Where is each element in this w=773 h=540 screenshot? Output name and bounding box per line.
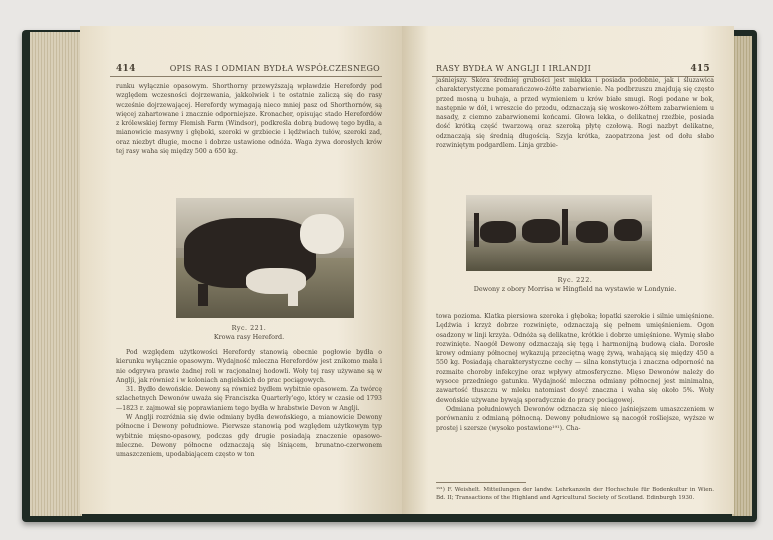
- figure-number: Ryc. 221.: [231, 324, 267, 332]
- figure-description: Krowa rasy Hereford.: [213, 333, 285, 341]
- paragraph: runku wyłącznie opasowym. Shorthorny przewyższają wpławdzie Herefordy pod względem wczesności dojrzewania, jakkolwiek i te ostatnie zaliczą się do rasy wcześnie dojrzewającej. Herefordy wymagają nieco mniej pasz od Shorthornów, są więcej zahartowane i znacznie odporniejsze. Kronacher, opisując stado Herefordów z królewskiej fermy Flemish Farm (Windsor), podkreśla dobrą budowę tego bydła, a mianowicie masywny i głęboki, szeroki w grzbiecie i lędźwiach tułów, szeroki zad, oraz niezbyt długie, mocne i dobrze ustawione odnóża. Waga żywa dorosłych krów tej rasy waha się między 500 a 650 kg.: [116, 83, 382, 156]
- running-head: OPIS RAS I ODMIAN BYDŁA WSPÓŁCZESNEGO: [169, 64, 380, 73]
- hereford-cow-photo: [176, 198, 354, 318]
- figure-description: Dewony z obory Morrisa w Hingfield na wystawie w Londynie.: [473, 285, 677, 293]
- paragraph: W Anglji rozróżnia się dwie odmiany bydła dewońskiego, a mianowicie Dewony północne i Dewony południowe. Pierwsze stanowią pod względem użytkowym typ wybitnie mięsno-opasowy, podczas gdy drugie posiadają znaczenie opasowo-mleczne. Dewony północne odznaczają się lśniącem, brunatno-czerwonem umaszczeniem, upodabiającem często w ton: [116, 414, 382, 459]
- figure-number: Ryc. 222.: [557, 276, 593, 284]
- body-text-bottom: [436, 312, 714, 433]
- page-number: 414: [116, 64, 136, 74]
- header-rule: [110, 76, 382, 77]
- paragraph: Odmiana południowych Dewonów odznacza się nieco jaśniejszem umaszczeniem w porównaniu z odmianą północną. Dewony południowe są nacogół rośliejsze, wyższe w prostej i szersze (wysoko postawione¹⁹¹). Cha-: [436, 405, 714, 432]
- left-running-header: [80, 64, 402, 74]
- body-text-top: [436, 76, 714, 150]
- paragraph: Pod względem użytkowości Herefordy stanowią obecnie pogłowie bydła o kierunku wyłącznie opasowym. Wydajność mleczna Herefordów jest znikomo mała i nie odgrywa prawie żadnej roli w racjonalnej hodowli. Woły tej rasy używane są w Anglji, jak również i w koloniach angielskich do prac pociągowych.: [116, 349, 382, 384]
- page-edges-left: [30, 32, 82, 516]
- page-edges-right: [732, 36, 752, 516]
- paragraph: 31. Bydło dewońskie. Dewony są również bydłem wybitnie opasowem. Za twórcę szlachetnych Dewonów uważa się Franciszka Quarterly'ego, który w czasie od 1793—1823 r. zajmował się poprawianiem tego bydła w hrabstwie Devon w Anglji.: [116, 386, 382, 412]
- devon-cattle-photo: [466, 195, 652, 271]
- page-number: 415: [690, 64, 710, 74]
- left-page: [80, 26, 402, 514]
- figure-caption: [436, 276, 714, 294]
- right-running-header: [402, 64, 734, 74]
- footnote-rule: [436, 482, 526, 483]
- right-page: [402, 26, 734, 514]
- figure-caption: [116, 324, 382, 342]
- body-text-bottom: [116, 348, 382, 460]
- paragraph: jaśniejszy. Skóra średniej grubości jest miękka i posiada podobnie, jak i śluzawica charakterystyczne pomarańczowo-żółte zabarwienie. Na podbrzuszu znajdują się często przed mosną u buhaja, a przed wymieniem u krów białe smugi. Rogi podane w bok, następnie w dół, i wreszcie do przodu, odznaczają się woskowo-żółtem zabarwieniem u nasady, z ciemno zabarwionemi końcami. Głowa lekka, o delikatnej rzeźbie, posiada dość krótką część twarzową oraz szeroką płytę czołową. Rogi nazbyt delikatne, odznaczają się średnią długością. Szyja krótka, zaopatrzona jest od dołu słabo rozwiniętym podgardlem. Linja grzbie-: [436, 77, 714, 150]
- body-text-top: [116, 82, 382, 156]
- footnote: ¹⁹¹) F. Weishelt. Mitteilungen der landw. Lehrkanzeln der Hochschule für Bodenkultur in Wien. Bd. II; Transactions of the Highland and Agricultural Society of Scotland. Edinburgh 1930.: [436, 487, 714, 501]
- running-head: RASY BYDŁA W ANGLJI I IRLANDJI: [436, 64, 592, 73]
- open-book: [22, 26, 757, 526]
- paragraph: towa poziomа. Klatka piersiowa szeroka i głęboka; łopatki szerokie i silnie umięśnione. Lędźwia i krzyż dobrze rozwinięte, odznaczają się pełnem umięśnieniem. Ogon osadzony w linji krzyża. Odnóża są delikatne, krótkie i dobrze umięśnione. Wymię słabo rozwinięte. Naogół Dewony odznaczają się tęgą i harmonijną budową ciała. Dorosłe krowy odmiany północnej wykazują przeciętną wagę żywą, wahającą się między 450 a 550 kg. Posiadają charakterystyczne cechy — silna konstytucja i znaczna odporność na rozmaite choroby infekcyjne oraz wpływy atmosferyczne. Mięso Dewonów należy do wysoce przedniego gatunku. Wydajność mleczna odmiany północnej jest minimalna, zawartość tłuszczu w mleku natomiast dosyć znaczna i waha się około 5%. Woły dewońskie używane bywają sporadycznie do pracy pociągowej.: [436, 313, 714, 404]
